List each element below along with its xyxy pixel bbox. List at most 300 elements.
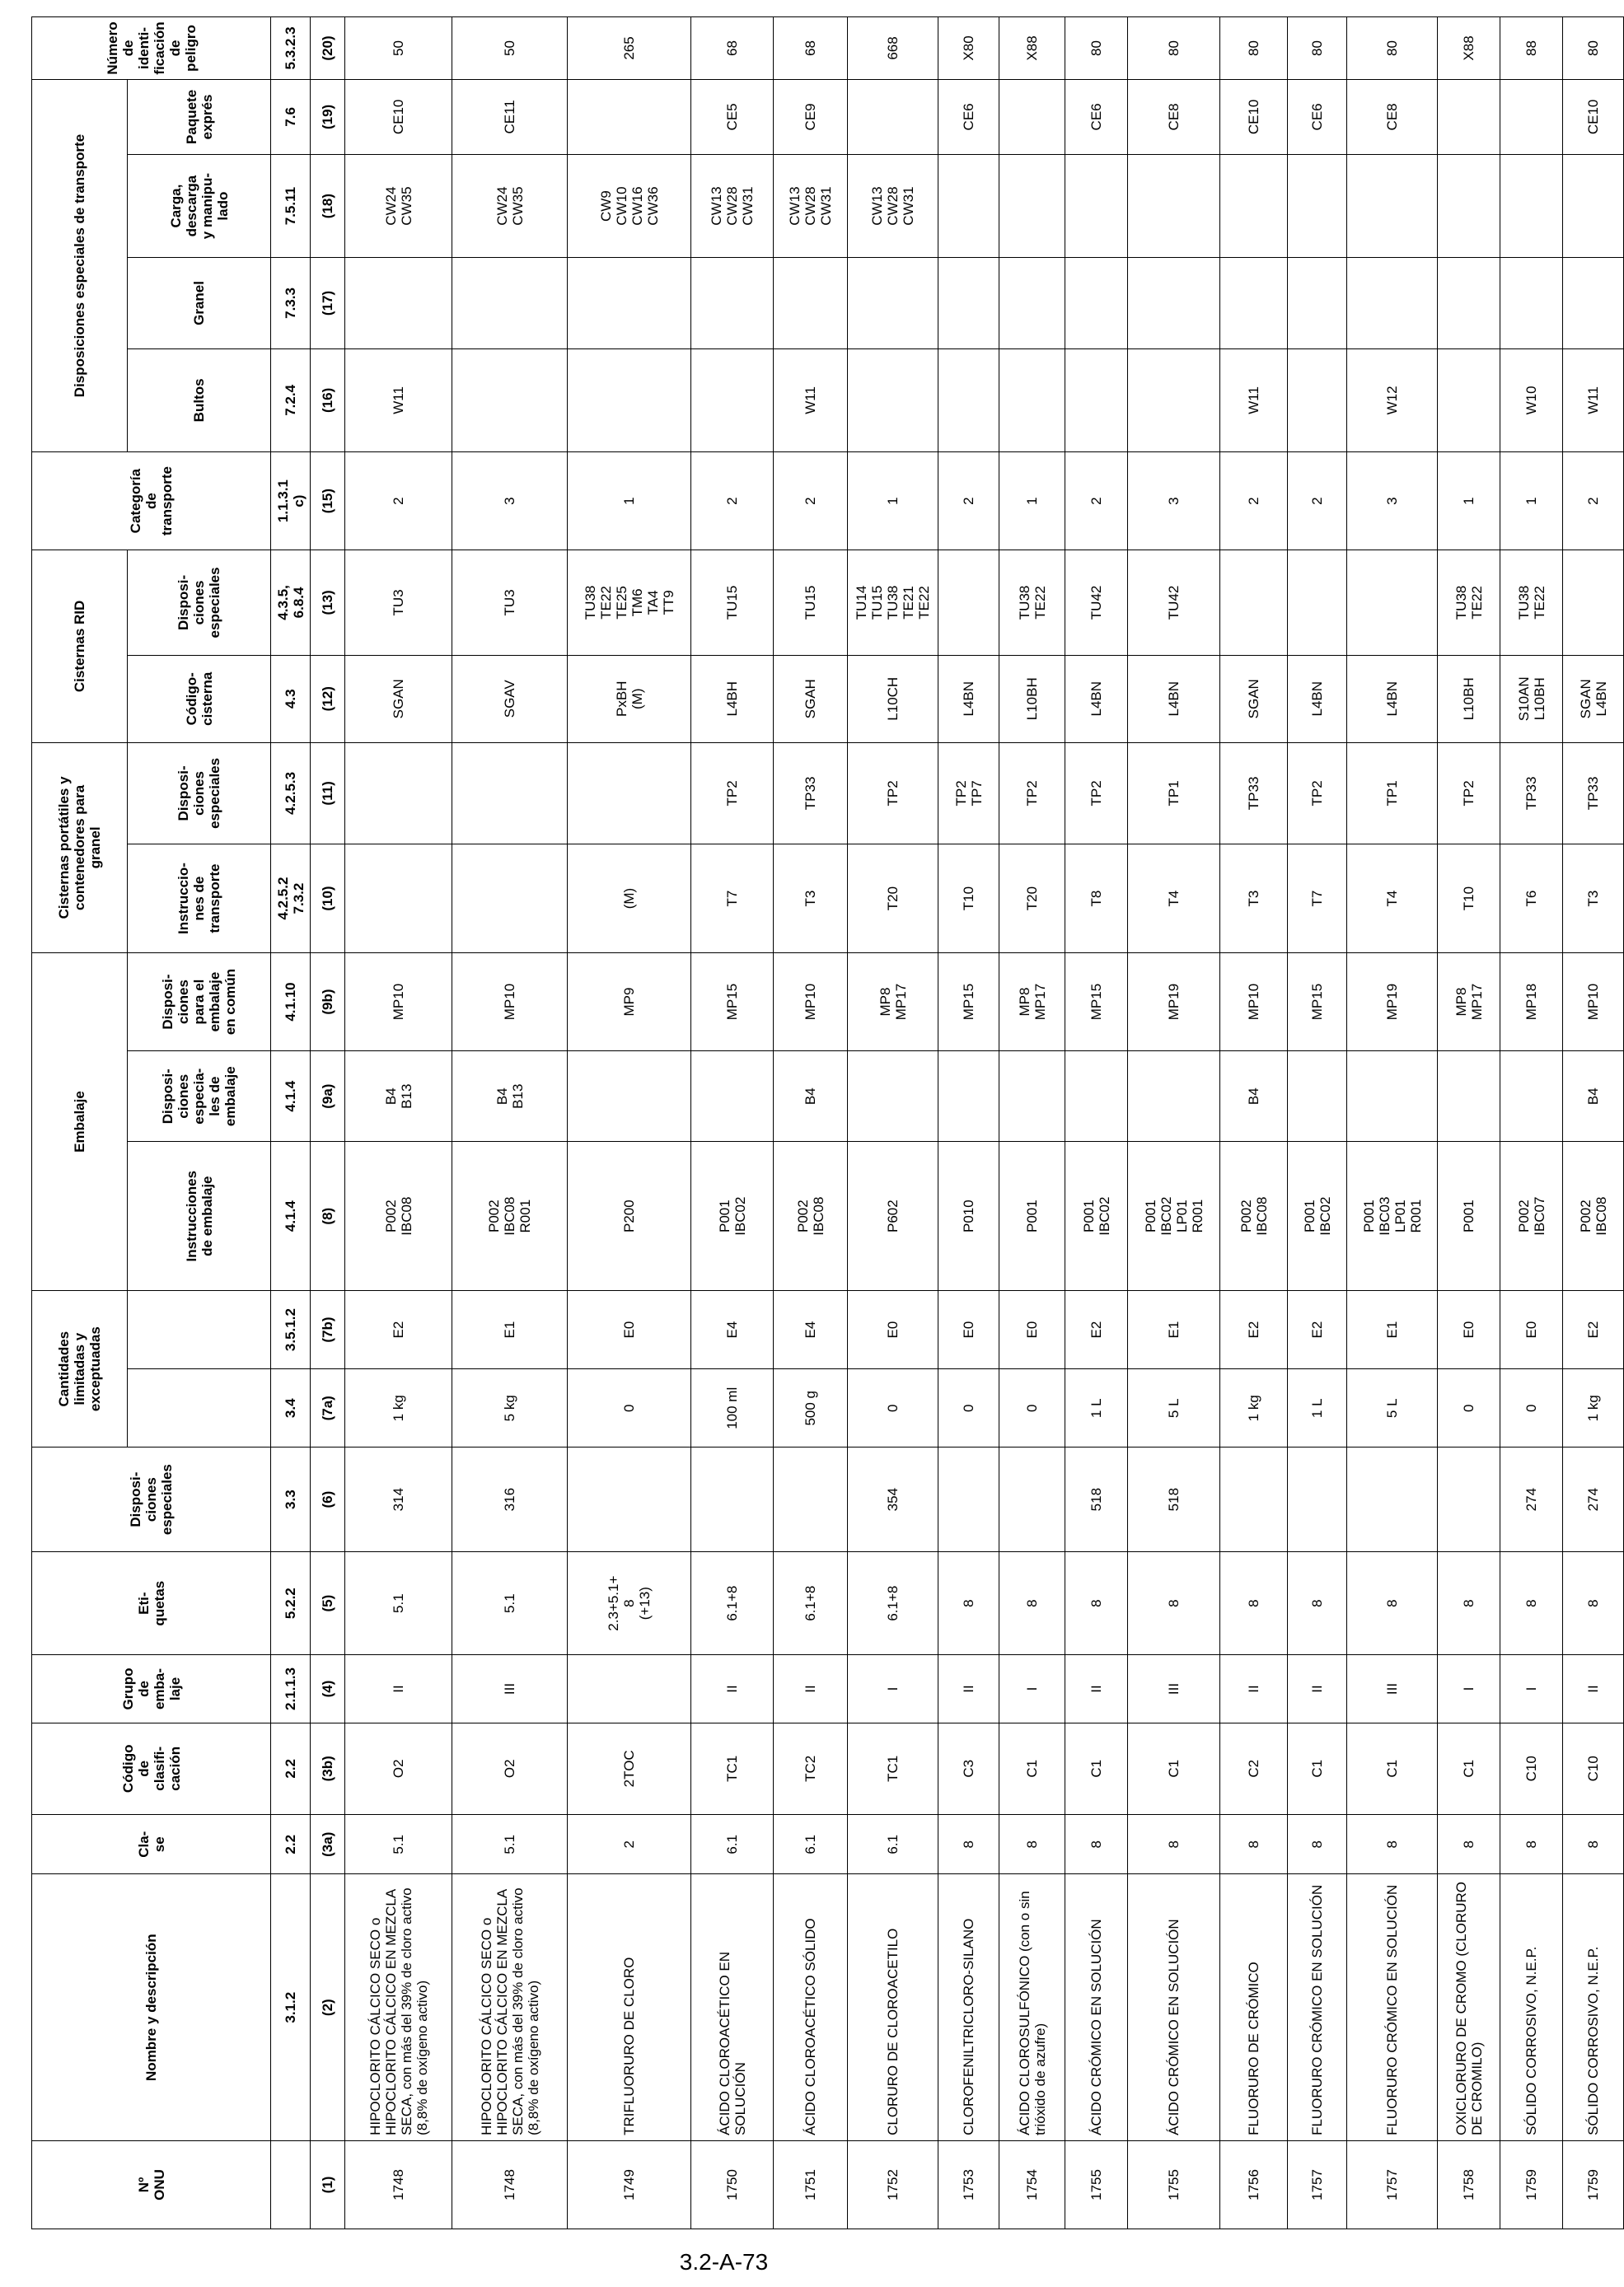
table-cell: 8: [1500, 1815, 1563, 1874]
table-cell: 80: [1065, 17, 1128, 80]
column-number-cell: (9b): [311, 953, 345, 1051]
table-cell: 8: [1065, 1551, 1128, 1654]
table-cell: III: [1128, 1655, 1220, 1723]
table-cell: TU3: [345, 550, 452, 656]
reference-cell: 2.1.1.3: [271, 1655, 311, 1723]
header-grupo: Grupo de emba- laje: [32, 1655, 271, 1723]
column-number-cell: (19): [311, 79, 345, 154]
table-cell: [848, 348, 938, 451]
table-cell: C3: [938, 1723, 999, 1814]
table-cell: 2: [568, 1815, 691, 1874]
table-cell: [345, 258, 452, 348]
table-cell: TP2: [848, 742, 938, 844]
table-cell: 0: [938, 1369, 999, 1447]
table-cell: 50: [345, 17, 452, 80]
table-cell: 5.1: [452, 1815, 568, 1874]
table-cell: [1288, 1051, 1347, 1142]
table-cell: MP10: [1563, 953, 1624, 1051]
header-row-1: [32, 17, 128, 2229]
table-cell: [999, 79, 1065, 154]
table-cell: T3: [1220, 844, 1288, 953]
table-cell: TU38 TE22: [999, 550, 1065, 656]
table-cell: [1500, 79, 1563, 154]
table-cell: TP2: [999, 742, 1065, 844]
name-cell: ÁCIDO CLOROACÉTICO EN SOLUCIÓN: [691, 1874, 774, 2140]
header-numero-peligro: Número de identi- ficación de peligro: [32, 17, 271, 80]
table-cell: C1: [999, 1723, 1065, 1814]
table-cell: [345, 742, 452, 844]
table-cell: TU15: [774, 550, 848, 656]
table-cell: CE6: [938, 79, 999, 154]
table-cell: TU3: [452, 550, 568, 656]
table-cell: T3: [774, 844, 848, 953]
table-cell: [1347, 154, 1438, 257]
table-cell: TP33: [1500, 742, 1563, 844]
table-cell: [691, 258, 774, 348]
table-cell: SGAV: [452, 655, 568, 742]
table-cell: 1: [848, 452, 938, 550]
table-cell: CW24 CW35: [452, 154, 568, 257]
table-cell: II: [1065, 1655, 1128, 1723]
table-cell: B4: [1563, 1051, 1624, 1142]
table-cell: 274: [1563, 1447, 1624, 1552]
table-cell: TC1: [691, 1723, 774, 1814]
table-cell: B4 B13: [452, 1051, 568, 1142]
table-cell: E2: [1065, 1290, 1128, 1368]
table-cell: 8: [938, 1551, 999, 1654]
table-cell: TP33: [774, 742, 848, 844]
table-cell: E0: [568, 1290, 691, 1368]
table-cell: 1: [1438, 452, 1500, 550]
table-cell: CE5: [691, 79, 774, 154]
un-number-cell: 1757: [1347, 2140, 1438, 2229]
table-cell: [1128, 154, 1220, 257]
column-number-cell: (12): [311, 655, 345, 742]
table-cell: [1288, 1447, 1347, 1552]
table-cell: MP8 MP17: [1438, 953, 1500, 1051]
table-cell: [1563, 154, 1624, 257]
table-row: [938, 17, 999, 2229]
table-cell: MP15: [691, 953, 774, 1051]
table-cell: C2: [1220, 1723, 1288, 1814]
table-cell: TU14 TU15 TU38 TE21 TE22: [848, 550, 938, 656]
table-cell: T10: [938, 844, 999, 953]
table-cell: [1065, 154, 1128, 257]
un-number-cell: 1750: [691, 2140, 774, 2229]
reference-cell: 4.1.10: [271, 953, 311, 1051]
table-cell: P200: [568, 1142, 691, 1291]
header-instr-transporte: Instruccio- nes de transporte: [128, 844, 271, 953]
table-cell: [691, 348, 774, 451]
table-cell: T20: [999, 844, 1065, 953]
table-cell: CW13 CW28 CW31: [848, 154, 938, 257]
name-cell: SÓLIDO CORROSIVO, N.E.P.: [1563, 1874, 1624, 2140]
table-cell: P002 IBC08: [345, 1142, 452, 1291]
table-cell: E1: [1347, 1290, 1438, 1368]
table-cell: W11: [774, 348, 848, 451]
table-cell: 8: [1288, 1815, 1347, 1874]
table-cell: [568, 348, 691, 451]
table-cell: 0: [848, 1369, 938, 1447]
table-cell: TP33: [1220, 742, 1288, 844]
table-cell: [1288, 348, 1347, 451]
table-cell: [1347, 1447, 1438, 1552]
table-cell: C10: [1500, 1723, 1563, 1814]
table-body: [345, 17, 1624, 2229]
table-cell: [1438, 1051, 1500, 1142]
table-cell: II: [691, 1655, 774, 1723]
table-cell: 1 L: [1065, 1369, 1128, 1447]
table-cell: C1: [1347, 1723, 1438, 1814]
table-cell: 80: [1288, 17, 1347, 80]
table-cell: CE9: [774, 79, 848, 154]
table-cell: CW24 CW35: [345, 154, 452, 257]
reference-cell: [271, 2140, 311, 2229]
table-cell: 6.1: [848, 1815, 938, 1874]
reference-cell: 5.2.2: [271, 1551, 311, 1654]
column-number-cell: (7b): [311, 1290, 345, 1368]
table-cell: TP2 TP7: [938, 742, 999, 844]
name-cell: ÁCIDO CLOROSULFÓNICO (con o sin trióxido de azufre): [999, 1874, 1065, 2140]
table-cell: 518: [1128, 1447, 1220, 1552]
header-embalaje: Embalaje: [32, 953, 128, 1291]
table-cell: [938, 1051, 999, 1142]
table-cell: E0: [1438, 1290, 1500, 1368]
table-cell: O2: [452, 1723, 568, 1814]
table-cell: 6.1: [774, 1815, 848, 1874]
table-cell: MP10: [1220, 953, 1288, 1051]
table-row: [1500, 17, 1563, 2229]
table-cell: W12: [1347, 348, 1438, 451]
table-cell: MP10: [345, 953, 452, 1051]
un-number-cell: 1748: [345, 2140, 452, 2229]
table-cell: 8: [999, 1551, 1065, 1654]
table-cell: 80: [1563, 17, 1624, 80]
table-cell: TP2: [1288, 742, 1347, 844]
table-cell: I: [999, 1655, 1065, 1723]
table-cell: 8: [1220, 1551, 1288, 1654]
table-cell: I: [1500, 1655, 1563, 1723]
reference-cell: 3.4: [271, 1369, 311, 1447]
table-cell: 2: [1563, 452, 1624, 550]
table-cell: T6: [1500, 844, 1563, 953]
header-clase: Cla- se: [32, 1815, 271, 1874]
table-cell: P001 IBC02: [691, 1142, 774, 1291]
table-cell: TC2: [774, 1723, 848, 1814]
table-cell: 68: [691, 17, 774, 80]
table-cell: 68: [774, 17, 848, 80]
column-number-row: [311, 17, 345, 2229]
table-cell: [999, 348, 1065, 451]
table-cell: W11: [345, 348, 452, 451]
table-cell: B4: [1220, 1051, 1288, 1142]
table-cell: W10: [1500, 348, 1563, 451]
header-cantidades-b: [128, 1290, 271, 1368]
table-cell: [999, 154, 1065, 257]
table-row: [345, 17, 452, 2229]
reference-cell: 2.2: [271, 1815, 311, 1874]
table-cell: PxBH (M): [568, 655, 691, 742]
name-cell: HIPOCLORITO CÁLCICO SECO o HIPOCLORITO CÁLCICO EN MEZCLA SECA, con más del 39% de cloro activo (8,8% de oxígeno activo): [345, 1874, 452, 2140]
table-cell: 668: [848, 17, 938, 80]
table-cell: 2TOC: [568, 1723, 691, 1814]
table-cell: 8: [1347, 1815, 1438, 1874]
table-cell: P001 IBC02: [1065, 1142, 1128, 1291]
table-cell: 1: [999, 452, 1065, 550]
table-cell: [938, 154, 999, 257]
table-cell: 0: [999, 1369, 1065, 1447]
table-cell: L4BN: [1288, 655, 1347, 742]
table-cell: [999, 1051, 1065, 1142]
table-cell: [345, 844, 452, 953]
table-cell: L4BN: [1065, 655, 1128, 742]
table-cell: 3: [1347, 452, 1438, 550]
column-number-cell: (16): [311, 348, 345, 451]
column-number-cell: (7a): [311, 1369, 345, 1447]
table-cell: [1220, 154, 1288, 257]
column-number-cell: (2): [311, 1874, 345, 2140]
table-cell: E2: [1563, 1290, 1624, 1368]
table-cell: [1438, 258, 1500, 348]
header-codigo-cisterna: Código- cisterna: [128, 655, 271, 742]
table-cell: E0: [938, 1290, 999, 1368]
column-number-cell: (5): [311, 1551, 345, 1654]
table-cell: 8: [1220, 1815, 1288, 1874]
table-cell: [1438, 79, 1500, 154]
header-name: Nombre y descripción: [32, 1874, 271, 2140]
table-cell: II: [938, 1655, 999, 1723]
table-cell: 8: [938, 1815, 999, 1874]
table-cell: 8: [1288, 1551, 1347, 1654]
table-cell: [568, 1447, 691, 1552]
table-cell: MP8 MP17: [848, 953, 938, 1051]
table-cell: TU38 TE22: [1500, 550, 1563, 656]
table-row: [568, 17, 691, 2229]
table-cell: O2: [345, 1723, 452, 1814]
table-cell: E2: [1220, 1290, 1288, 1368]
name-cell: FLUORURO DE CRÓMICO: [1220, 1874, 1288, 2140]
table-cell: L4BN: [938, 655, 999, 742]
column-number-cell: (9a): [311, 1051, 345, 1142]
table-cell: [452, 742, 568, 844]
column-number-cell: (10): [311, 844, 345, 953]
table-cell: I: [1438, 1655, 1500, 1723]
table-cell: SGAN L4BN: [1563, 655, 1624, 742]
table-cell: MP10: [452, 953, 568, 1051]
table-cell: 6.1+8: [774, 1551, 848, 1654]
column-number-cell: (8): [311, 1142, 345, 1291]
table-cell: TP1: [1128, 742, 1220, 844]
table-cell: CW13 CW28 CW31: [691, 154, 774, 257]
table-cell: [1500, 1051, 1563, 1142]
table-row: [691, 17, 774, 2229]
table-cell: CE8: [1347, 79, 1438, 154]
table-cell: [1500, 154, 1563, 257]
table-cell: [938, 258, 999, 348]
header-disp-embalaje: Disposi- ciones especia- les de embalaje: [128, 1051, 271, 1142]
table-cell: 6.1: [691, 1815, 774, 1874]
reference-cell: 5.3.2.3: [271, 17, 311, 80]
table-cell: [938, 348, 999, 451]
table-row: [774, 17, 848, 2229]
table-cell: 5.1: [452, 1551, 568, 1654]
table-cell: P001 IBC03 LP01 R001: [1347, 1142, 1438, 1291]
column-number-cell: (18): [311, 154, 345, 257]
table-cell: II: [1563, 1655, 1624, 1723]
table-cell: 1 kg: [345, 1369, 452, 1447]
table-cell: X88: [1438, 17, 1500, 80]
table-cell: CE10: [345, 79, 452, 154]
header-cisternas-rid: Cisternas RID: [32, 550, 128, 743]
table-cell: 80: [1220, 17, 1288, 80]
table-cell: 5.1: [345, 1551, 452, 1654]
table-cell: 265: [568, 17, 691, 80]
table-cell: [1220, 258, 1288, 348]
table-cell: P001: [999, 1142, 1065, 1291]
table-cell: 2.3+5.1+ 8 (+13): [568, 1551, 691, 1654]
table-cell: [938, 1447, 999, 1552]
header-disp-especiales: Disposi- ciones especiales: [32, 1447, 271, 1552]
table-cell: P002 IBC07: [1500, 1142, 1563, 1291]
table-cell: W11: [1563, 348, 1624, 451]
table-cell: 314: [345, 1447, 452, 1552]
table-cell: E1: [452, 1290, 568, 1368]
table-cell: 8: [1438, 1551, 1500, 1654]
table-cell: E2: [1288, 1290, 1347, 1368]
table-cell: 1 L: [1288, 1369, 1347, 1447]
table-cell: T8: [1065, 844, 1128, 953]
table-cell: [1563, 258, 1624, 348]
table-cell: 316: [452, 1447, 568, 1552]
header-disp-transporte: Disposiciones especiales de transporte: [32, 79, 128, 451]
column-number-cell: (1): [311, 2140, 345, 2229]
table-cell: C10: [1563, 1723, 1624, 1814]
table-cell: TP2: [1065, 742, 1128, 844]
un-number-cell: 1748: [452, 2140, 568, 2229]
header-un: Nº ONU: [32, 2140, 271, 2229]
table-cell: [568, 1655, 691, 1723]
table-cell: I: [848, 1655, 938, 1723]
table-cell: 518: [1065, 1447, 1128, 1552]
column-number-cell: (15): [311, 452, 345, 550]
header-granel: Granel: [128, 258, 271, 348]
table-cell: P010: [938, 1142, 999, 1291]
un-number-cell: 1757: [1288, 2140, 1347, 2229]
table-cell: [1347, 1051, 1438, 1142]
un-number-cell: 1758: [1438, 2140, 1500, 2229]
table-cell: P602: [848, 1142, 938, 1291]
header-disp-rid: Disposi- ciones especiales: [128, 550, 271, 656]
reference-cell: 4.1.4: [271, 1142, 311, 1291]
page-number: 3.2-A-73: [679, 2249, 769, 2275]
table-cell: E4: [774, 1290, 848, 1368]
reference-row: [271, 17, 311, 2229]
reference-cell: 3.5.1.2: [271, 1290, 311, 1368]
table-row: [1128, 17, 1220, 2229]
reference-cell: 7.6: [271, 79, 311, 154]
table-cell: T4: [1347, 844, 1438, 953]
header-codigo: Código de clasifi- cación: [32, 1723, 271, 1814]
table-cell: X88: [999, 17, 1065, 80]
name-cell: HIPOCLORITO CÁLCICO SECO o HIPOCLORITO CÁLCICO EN MEZCLA SECA, con más del 39% de cloro activo (8,8% de oxígeno activo): [452, 1874, 568, 2140]
table-cell: MP19: [1128, 953, 1220, 1051]
column-number-cell: (3a): [311, 1815, 345, 1874]
column-number-cell: (6): [311, 1447, 345, 1552]
table-cell: 0: [1500, 1369, 1563, 1447]
table-cell: 6.1+8: [691, 1551, 774, 1654]
table-row: [1347, 17, 1438, 2229]
table-cell: III: [452, 1655, 568, 1723]
reference-cell: 3.1.2: [271, 1874, 311, 2140]
table-cell: T20: [848, 844, 938, 953]
table-cell: II: [774, 1655, 848, 1723]
name-cell: SÓLIDO CORROSIVO, N.E.P.: [1500, 1874, 1563, 2140]
table-cell: 6.1+8: [848, 1551, 938, 1654]
table-cell: P002 IBC08: [774, 1142, 848, 1291]
table-cell: E4: [691, 1290, 774, 1368]
table-cell: 8: [1563, 1551, 1624, 1654]
un-number-cell: 1756: [1220, 2140, 1288, 2229]
header-bultos: Bultos: [128, 348, 271, 451]
table-cell: [774, 258, 848, 348]
table-cell: E0: [999, 1290, 1065, 1368]
table-cell: [568, 258, 691, 348]
table-cell: 80: [1347, 17, 1438, 80]
table-cell: [1065, 348, 1128, 451]
table-cell: SGAN: [345, 655, 452, 742]
name-cell: TRIFLUORURO DE CLORO: [568, 1874, 691, 2140]
table-cell: P002 IBC08 R001: [452, 1142, 568, 1291]
table-cell: [1347, 258, 1438, 348]
table-cell: [452, 258, 568, 348]
table-row: [848, 17, 938, 2229]
table-cell: CE10: [1563, 79, 1624, 154]
table-cell: 0: [568, 1369, 691, 1447]
reference-cell: 4.3.5, 6.8.4: [271, 550, 311, 656]
table-cell: 354: [848, 1447, 938, 1552]
table-cell: E1: [1128, 1290, 1220, 1368]
table-cell: TU42: [1128, 550, 1220, 656]
name-cell: FLUORURO CRÓMICO EN SOLUCIÓN: [1347, 1874, 1438, 2140]
table-cell: II: [1288, 1655, 1347, 1723]
table-cell: [999, 1447, 1065, 1552]
table-cell: 88: [1500, 17, 1563, 80]
table-cell: SGAH: [774, 655, 848, 742]
table-cell: L10BH: [999, 655, 1065, 742]
table-cell: III: [1347, 1655, 1438, 1723]
reference-cell: 2.2: [271, 1723, 311, 1814]
un-number-cell: 1753: [938, 2140, 999, 2229]
header-etiquetas: Eti- quetas: [32, 1551, 271, 1654]
table-cell: [452, 348, 568, 451]
table-cell: TP2: [691, 742, 774, 844]
table-cell: E2: [345, 1290, 452, 1368]
table-cell: 2: [691, 452, 774, 550]
table-cell: L4BN: [1128, 655, 1220, 742]
table-cell: [568, 79, 691, 154]
table-cell: 2: [938, 452, 999, 550]
un-number-cell: 1755: [1065, 2140, 1128, 2229]
table-cell: [1438, 1447, 1500, 1552]
column-number-cell: (11): [311, 742, 345, 844]
table-cell: MP18: [1500, 953, 1563, 1051]
table-cell: 2: [1288, 452, 1347, 550]
header-disp-comun: Disposi- ciones para el embalaje en común: [128, 953, 271, 1051]
column-number-cell: (4): [311, 1655, 345, 1723]
table-cell: 100 ml: [691, 1369, 774, 1447]
reference-cell: 4.2.5.3: [271, 742, 311, 844]
header-cisternas-portatiles: Cisternas portátiles y contenedores para granel: [32, 742, 128, 952]
